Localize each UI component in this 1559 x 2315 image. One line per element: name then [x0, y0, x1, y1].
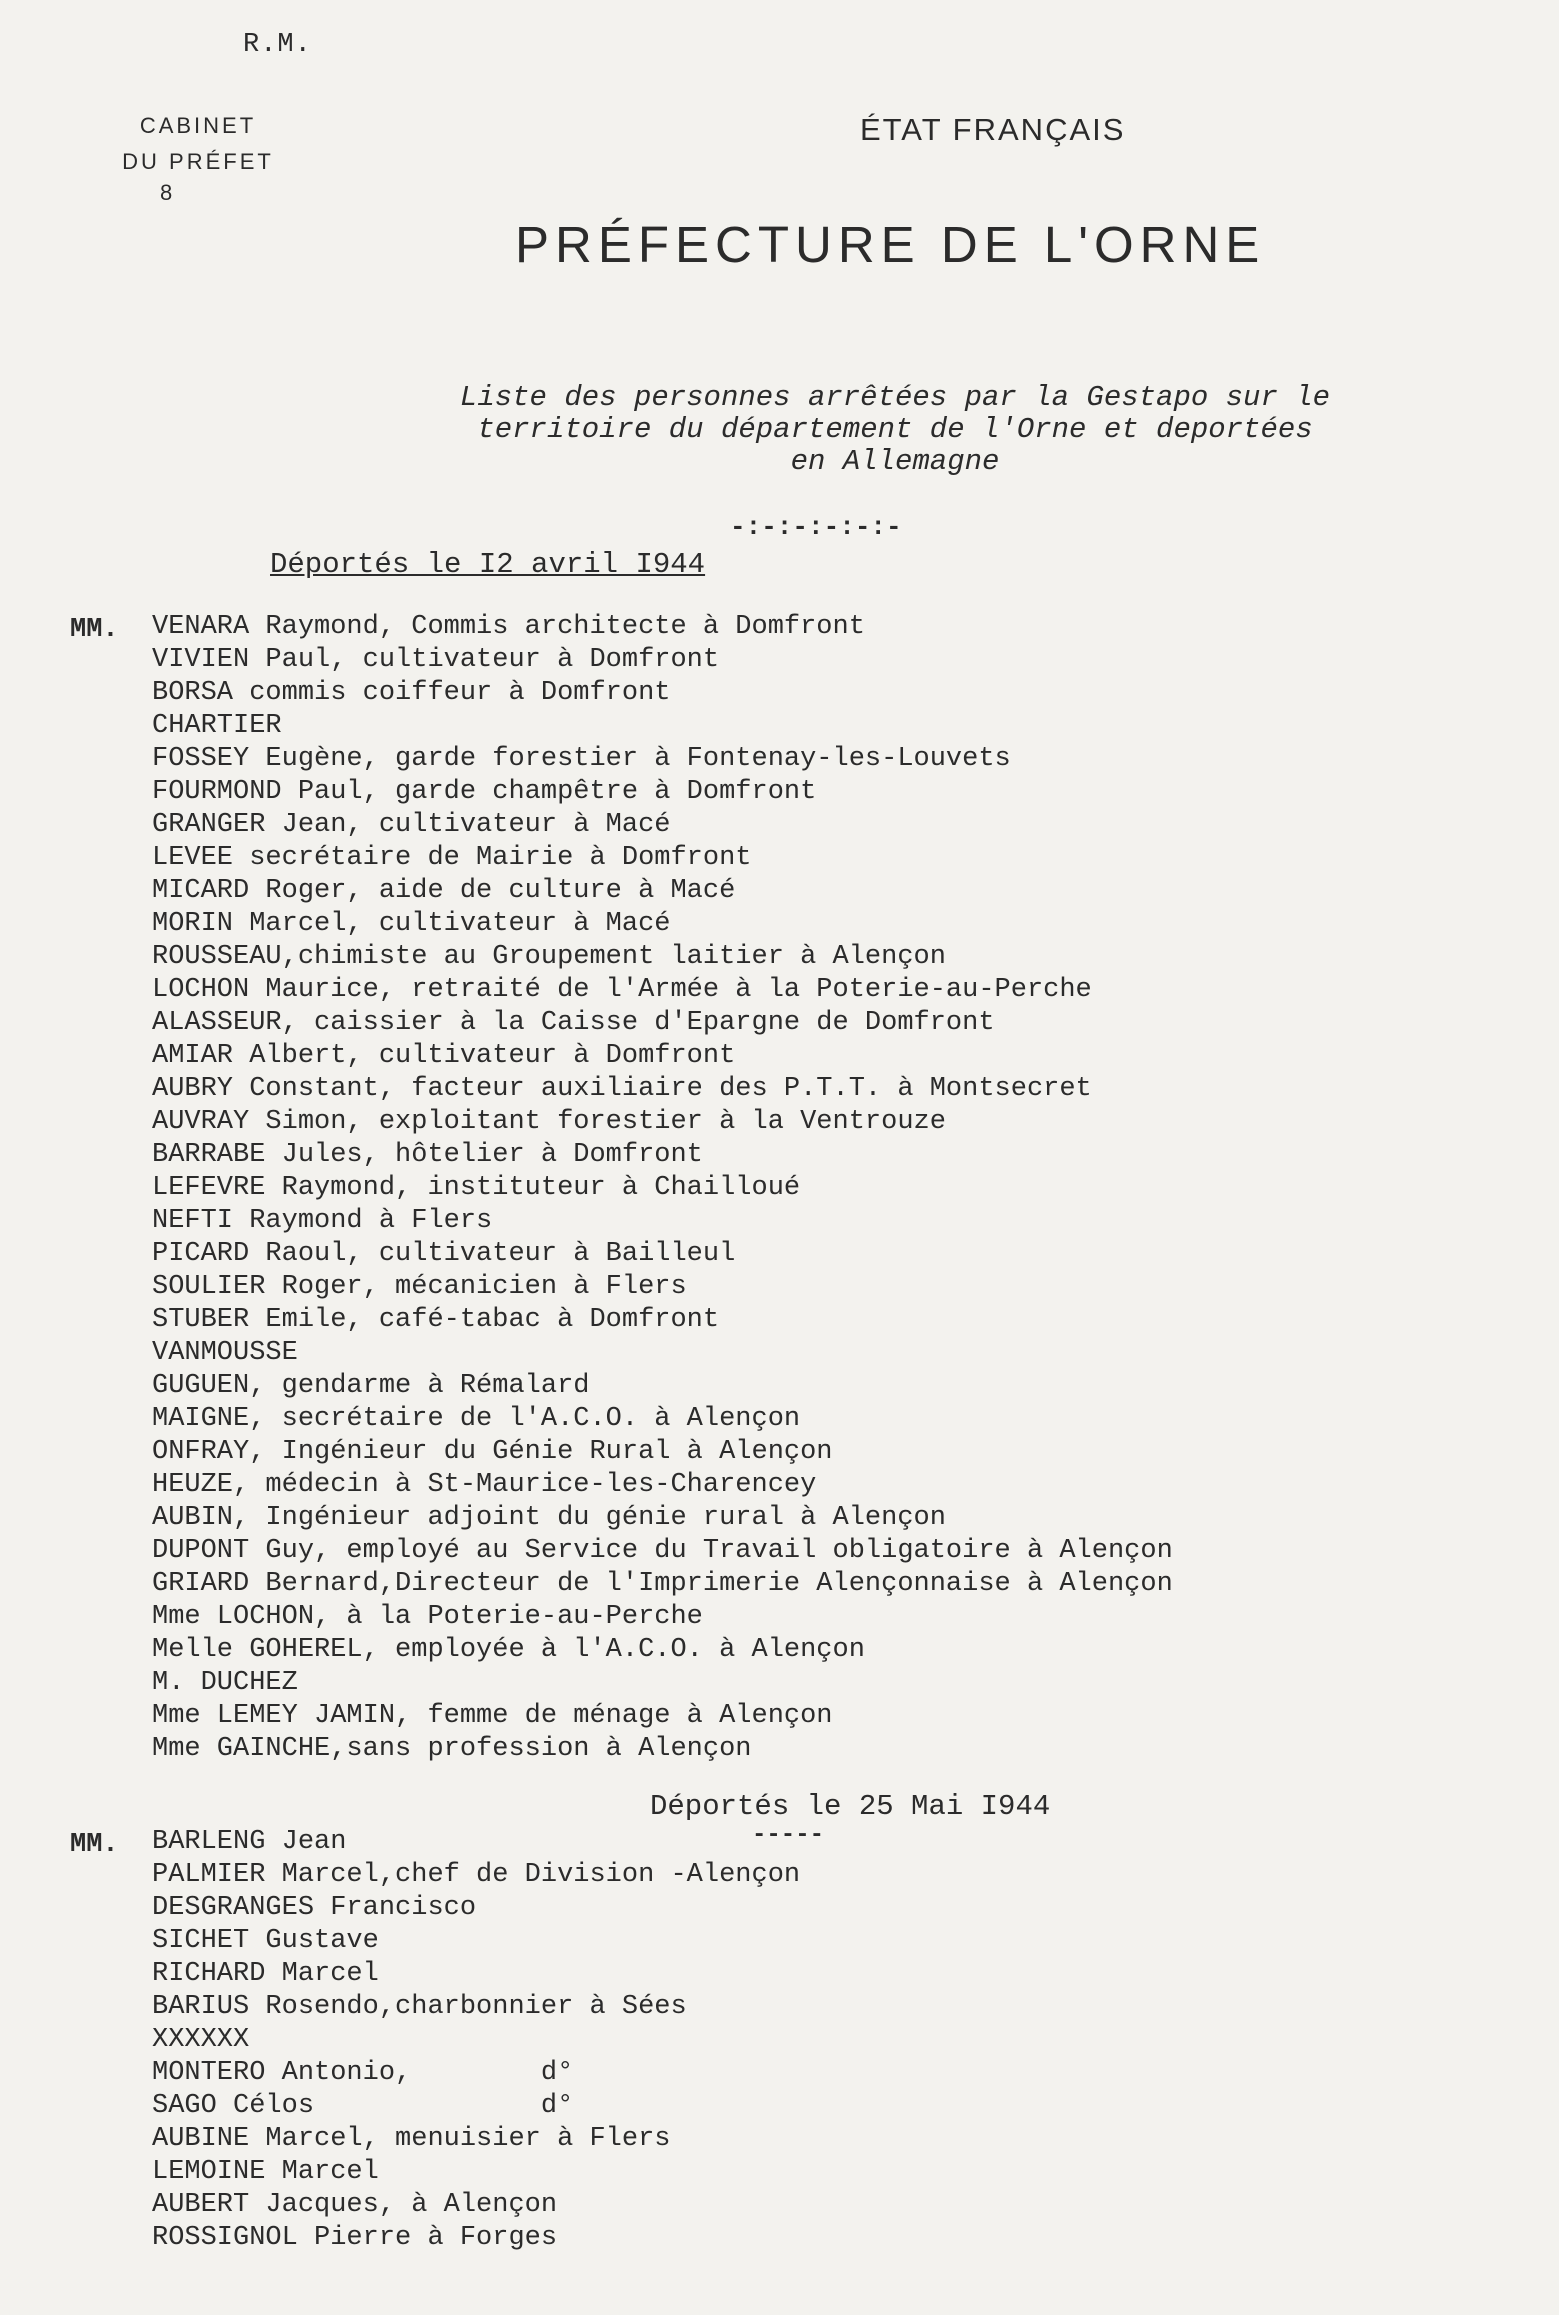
list-item: STUBER Emile, café-tabac à Domfront [152, 1305, 720, 1335]
list-item: AUVRAY Simon, exploitant forestier à la Ventrouze [152, 1107, 946, 1137]
list-item: BARLENG Jean [152, 1827, 347, 1857]
cabinet-number: 8 [160, 180, 173, 205]
list-item: FOSSEY Eugène, garde forestier à Fontenay-les-Louvets [152, 744, 1011, 774]
cabinet-line-2: DU PRÉFET [122, 149, 274, 174]
cabinet-heading [118, 108, 278, 180]
list-item: SICHET Gustave [152, 1926, 379, 1956]
list-item: BARRABE Jules, hôtelier à Domfront [152, 1140, 703, 1170]
list-item: GRANGER Jean, cultivateur à Macé [152, 810, 671, 840]
list-item: VANMOUSSE [152, 1338, 298, 1368]
list-item: LEFEVRE Raymond, instituteur à Chailloué [152, 1173, 801, 1203]
list-item: PALMIER Marcel,chef de Division -Alençon [152, 1860, 801, 1890]
cabinet-line-1: CABINET [139, 113, 257, 138]
list-item: HEUZE, médecin à St-Maurice-les-Charencey [152, 1470, 817, 1500]
list-item: M. DUCHEZ [152, 1668, 298, 1698]
list-item: AUBRY Constant, facteur auxiliaire des P.T.T. à Montsecret [152, 1074, 1092, 1104]
list-item: DESGRANGES Francisco [152, 1893, 477, 1923]
list-item: DUPONT Guy, employé au Service du Travail obligatoire à Alençon [152, 1536, 1173, 1566]
list-item: PICARD Raoul, cultivateur à Bailleul [152, 1239, 736, 1269]
section-1-list [152, 611, 1173, 1766]
list-item: LEVEE secrétaire de Mairie à Domfront [152, 843, 752, 873]
section-2-list [152, 1826, 800, 2255]
list-item: NEFTI Raymond à Flers [152, 1206, 493, 1236]
list-item: ROUSSEAU,chimiste au Groupement laitier à Alençon [152, 942, 946, 972]
intro-line-2: territoire du département de l'Orne et deportées [477, 413, 1313, 446]
list-item: MORIN Marcel, cultivateur à Macé [152, 909, 671, 939]
list-item: XXXXXX [152, 2025, 250, 2055]
intro-line-3: en Allemagne [790, 445, 1000, 478]
list-item: LEMOINE Marcel [152, 2157, 379, 2187]
list-item: ALASSEUR, caissier à la Caisse d'Epargne de Domfront [152, 1008, 995, 1038]
list-item: MONTERO Antonio, d° [152, 2058, 574, 2088]
list-item: LOCHON Maurice, retraité de l'Armée à la Poterie-au-Perche [152, 975, 1092, 1005]
section-2-title: Déportés le 25 Mai I944 [650, 1790, 1051, 1823]
etat-heading: ÉTAT FRANÇAIS [860, 112, 1126, 147]
list-item: GRIARD Bernard,Directeur de l'Imprimerie Alençonnaise à Alençon [152, 1569, 1173, 1599]
list-item: AUBINE Marcel, menuisier à Flers [152, 2124, 671, 2154]
intro-text [370, 382, 1420, 478]
list-item: MAIGNE, secrétaire de l'A.C.O. à Alençon [152, 1404, 801, 1434]
list-item: Mme GAINCHE,sans profession à Alençon [152, 1734, 752, 1764]
separator: -:-:-:-:-:- [730, 512, 902, 542]
list-item: ONFRAY, Ingénieur du Génie Rural à Alençon [152, 1437, 833, 1467]
prefecture-title: PRÉFECTURE DE L'ORNE [515, 216, 1266, 273]
list-item: BORSA commis coiffeur à Domfront [152, 678, 671, 708]
reference-initials: R.M. [243, 30, 312, 60]
list-item: CHARTIER [152, 711, 282, 741]
list-item: Mme LEMEY JAMIN, femme de ménage à Alençon [152, 1701, 833, 1731]
list-item: BARIUS Rosendo,charbonnier à Sées [152, 1992, 687, 2022]
list-item: SOULIER Roger, mécanicien à Flers [152, 1272, 687, 1302]
list-item: VENARA Raymond, Commis architecte à Domfront [152, 612, 865, 642]
section-2-prefix: MM. [70, 1830, 119, 1860]
list-item: AMIAR Albert, cultivateur à Domfront [152, 1041, 736, 1071]
list-item: VIVIEN Paul, cultivateur à Domfront [152, 645, 720, 675]
section-1-prefix: MM. [70, 615, 119, 645]
list-item: AUBERT Jacques, à Alençon [152, 2190, 558, 2220]
list-item: Mme LOCHON, à la Poterie-au-Perche [152, 1602, 703, 1632]
list-item: FOURMOND Paul, garde champêtre à Domfront [152, 777, 817, 807]
section-2-underline: ----- [752, 1822, 825, 1849]
list-item: SAGO Célos d° [152, 2091, 574, 2121]
list-item: RICHARD Marcel [152, 1959, 379, 1989]
list-item: Melle GOHEREL, employée à l'A.C.O. à Alençon [152, 1635, 865, 1665]
list-item: ROSSIGNOL Pierre à Forges [152, 2223, 558, 2253]
list-item: AUBIN, Ingénieur adjoint du génie rural à Alençon [152, 1503, 946, 1533]
intro-line-1: Liste des personnes arrêtées par la Gestapo sur le [459, 381, 1331, 414]
list-item: MICARD Roger, aide de culture à Macé [152, 876, 736, 906]
section-1-title: Déportés le I2 avril I944 [270, 548, 706, 581]
list-item: GUGUEN, gendarme à Rémalard [152, 1371, 590, 1401]
